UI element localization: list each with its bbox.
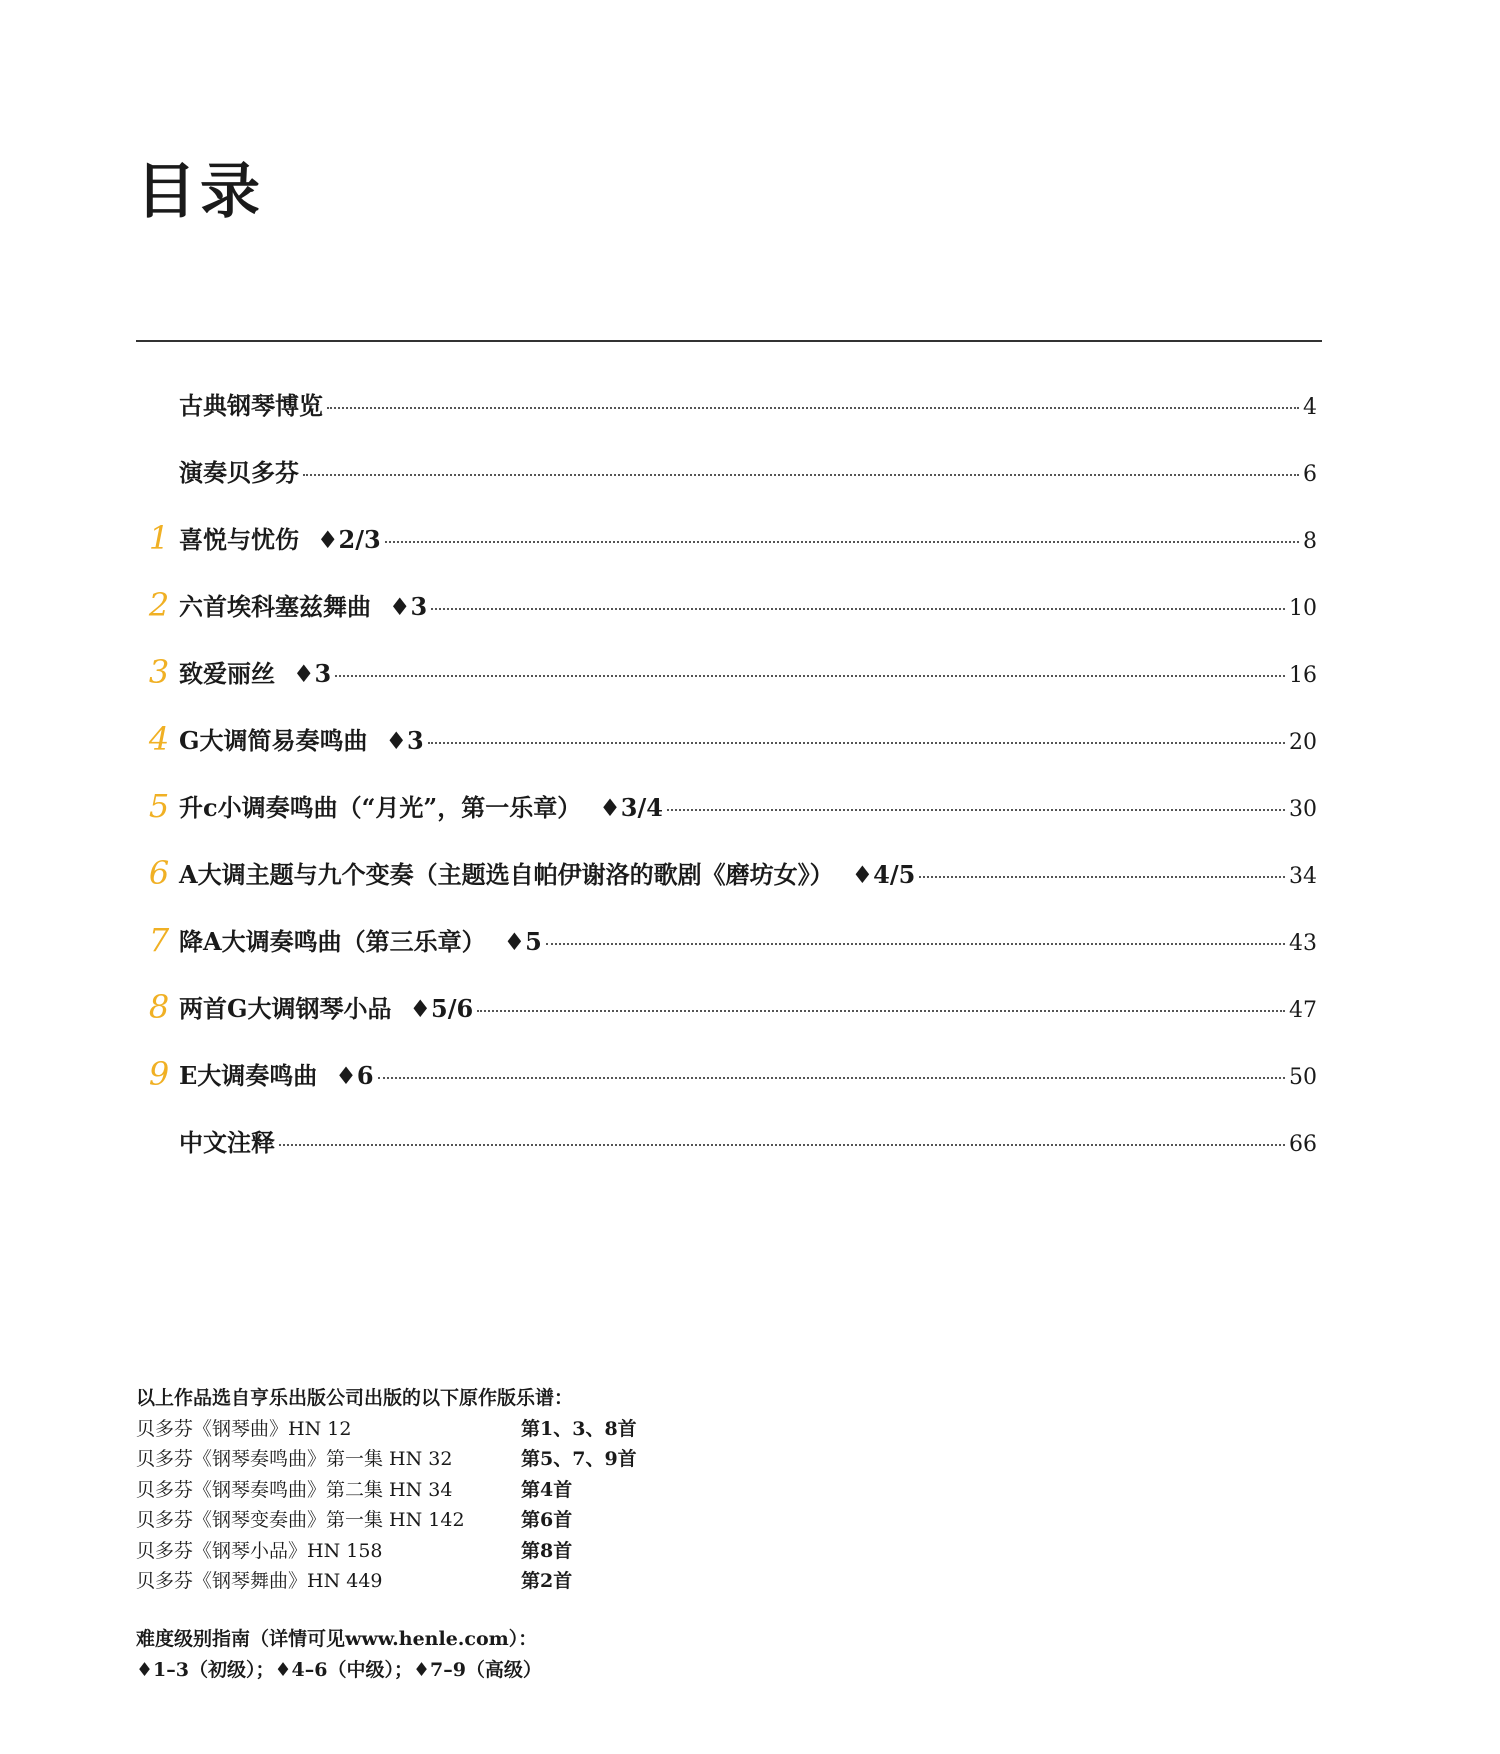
- dot-leader: [431, 608, 1285, 610]
- dot-leader: [303, 474, 1299, 476]
- toc-entry-page: 4: [1303, 395, 1317, 420]
- dot-leader: [335, 675, 1285, 677]
- toc-entry[interactable]: [136, 504, 1322, 571]
- difficulty-guide-heading: 难度级别指南（详情可见www.henle.com）：: [136, 1628, 538, 1650]
- toc-entry-title: 降A大调奏鸣曲（第三乐章）: [179, 927, 486, 956]
- difficulty-level: ♦2/3: [317, 525, 381, 554]
- difficulty-guide-text: ♦1–3（初级）；♦4–6（中级）；♦7–9（高级）: [136, 1659, 542, 1681]
- toc-entry[interactable]: [136, 906, 1322, 973]
- source-row: [136, 1566, 637, 1597]
- toc-entry[interactable]: [136, 638, 1322, 705]
- source-editions: [136, 1383, 637, 1597]
- source-pieces: 第1、3、8首: [521, 1417, 637, 1440]
- toc-entry-number: 8: [148, 987, 170, 1026]
- dot-leader: [546, 943, 1285, 945]
- source-pieces: 第2首: [521, 1570, 573, 1592]
- toc-entry-number: 7: [148, 920, 170, 959]
- source-row: [136, 1414, 637, 1445]
- source-work: 贝多芬《钢琴奏鸣曲》第一集 HN 32: [136, 1448, 453, 1470]
- toc-entry-page: 20: [1289, 730, 1317, 755]
- toc-entry-title: 喜悦与忧伤: [179, 525, 299, 554]
- source-work: 贝多芬《钢琴奏鸣曲》第二集 HN 34: [136, 1478, 453, 1501]
- toc-entry[interactable]: [136, 839, 1322, 906]
- toc-entry[interactable]: [136, 772, 1322, 839]
- toc-entry[interactable]: [136, 1040, 1322, 1107]
- toc-entry-title: 致爱丽丝: [179, 659, 275, 688]
- toc-entry-title: E大调奏鸣曲: [179, 1061, 318, 1090]
- difficulty-level: ♦6: [335, 1061, 374, 1090]
- toc-entry-page: 30: [1289, 797, 1317, 822]
- dot-leader: [279, 1144, 1285, 1146]
- dot-leader: [919, 876, 1285, 878]
- source-work: 贝多芬《钢琴小品》HN 158: [136, 1539, 383, 1562]
- toc-entry-number: 4: [148, 719, 170, 758]
- dot-leader: [667, 809, 1285, 811]
- toc-entry-number: 1: [148, 518, 170, 557]
- toc-entry-page: 66: [1289, 1132, 1317, 1157]
- toc-entry-title: G大调简易奏鸣曲: [179, 726, 368, 755]
- toc-entry-number: 5: [148, 786, 170, 825]
- toc-entry-title: 两首G大调钢琴小品: [179, 994, 392, 1023]
- toc-entry-title: 六首埃科塞兹舞曲: [179, 592, 371, 621]
- toc-entry-page: 6: [1303, 462, 1317, 487]
- toc-entry-number: 6: [148, 853, 170, 892]
- toc-entry[interactable]: [136, 370, 1322, 437]
- toc-entry-title: 中文注释: [179, 1128, 275, 1157]
- toc-entry-page: 50: [1289, 1065, 1317, 1090]
- dot-leader: [327, 407, 1299, 409]
- source-work: 贝多芬《钢琴变奏曲》第一集 HN 142: [136, 1509, 465, 1531]
- source-pieces: 第4首: [521, 1478, 573, 1501]
- toc-entry-page: 10: [1289, 596, 1317, 621]
- toc-entry-page: 47: [1289, 998, 1317, 1023]
- dot-leader: [378, 1077, 1285, 1079]
- difficulty-level: ♦3: [389, 592, 428, 621]
- source-row: [136, 1536, 637, 1567]
- dot-leader: [385, 541, 1299, 543]
- toc-entry-page: 34: [1289, 864, 1317, 889]
- difficulty-level: ♦5: [503, 927, 542, 956]
- toc-entry[interactable]: [136, 571, 1322, 638]
- toc-entry-number: 9: [148, 1054, 170, 1093]
- source-pieces: 第5、7、9首: [521, 1448, 637, 1470]
- difficulty-level: ♦4/5: [851, 860, 916, 889]
- toc-entry-number: 2: [148, 585, 170, 624]
- toc-entry-title: 演奏贝多芬: [179, 458, 299, 487]
- toc-entry-title: A大调主题与九个变奏（主题选自帕伊谢洛的歌剧《磨坊女》）: [179, 860, 834, 889]
- sources-heading: 以上作品选自亨乐出版公司出版的以下原作版乐谱：: [136, 1387, 574, 1409]
- toc-entry-title: 古典钢琴博览: [179, 391, 323, 420]
- toc-entry[interactable]: [136, 1107, 1322, 1174]
- difficulty-level: ♦3: [385, 726, 424, 755]
- source-work: 贝多芬《钢琴舞曲》HN 449: [136, 1570, 383, 1592]
- dot-leader: [428, 742, 1285, 744]
- dot-leader: [477, 1010, 1285, 1012]
- difficulty-guide: [136, 1624, 542, 1686]
- source-pieces: 第8首: [521, 1539, 573, 1562]
- difficulty-level: ♦3/4: [599, 793, 663, 822]
- table-of-contents: [136, 370, 1322, 1174]
- toc-entry-title: 升c小调奏鸣曲（“月光”，第一乐章）: [179, 793, 582, 822]
- toc-entry[interactable]: [136, 437, 1322, 504]
- difficulty-level: ♦3: [293, 659, 332, 688]
- source-row: [136, 1444, 637, 1475]
- toc-entry-number: 3: [148, 652, 170, 691]
- page-title: 目录: [136, 157, 264, 227]
- toc-entry[interactable]: [136, 973, 1322, 1040]
- difficulty-level: ♦5/6: [409, 994, 474, 1023]
- source-pieces: 第6首: [521, 1509, 573, 1531]
- toc-entry-page: 8: [1303, 529, 1317, 554]
- toc-entry-page: 43: [1289, 931, 1317, 956]
- source-row: [136, 1505, 637, 1536]
- title-divider: [136, 340, 1322, 342]
- toc-entry[interactable]: [136, 705, 1322, 772]
- source-work: 贝多芬《钢琴曲》HN 12: [136, 1417, 352, 1440]
- toc-entry-page: 16: [1289, 663, 1317, 688]
- source-row: [136, 1475, 637, 1506]
